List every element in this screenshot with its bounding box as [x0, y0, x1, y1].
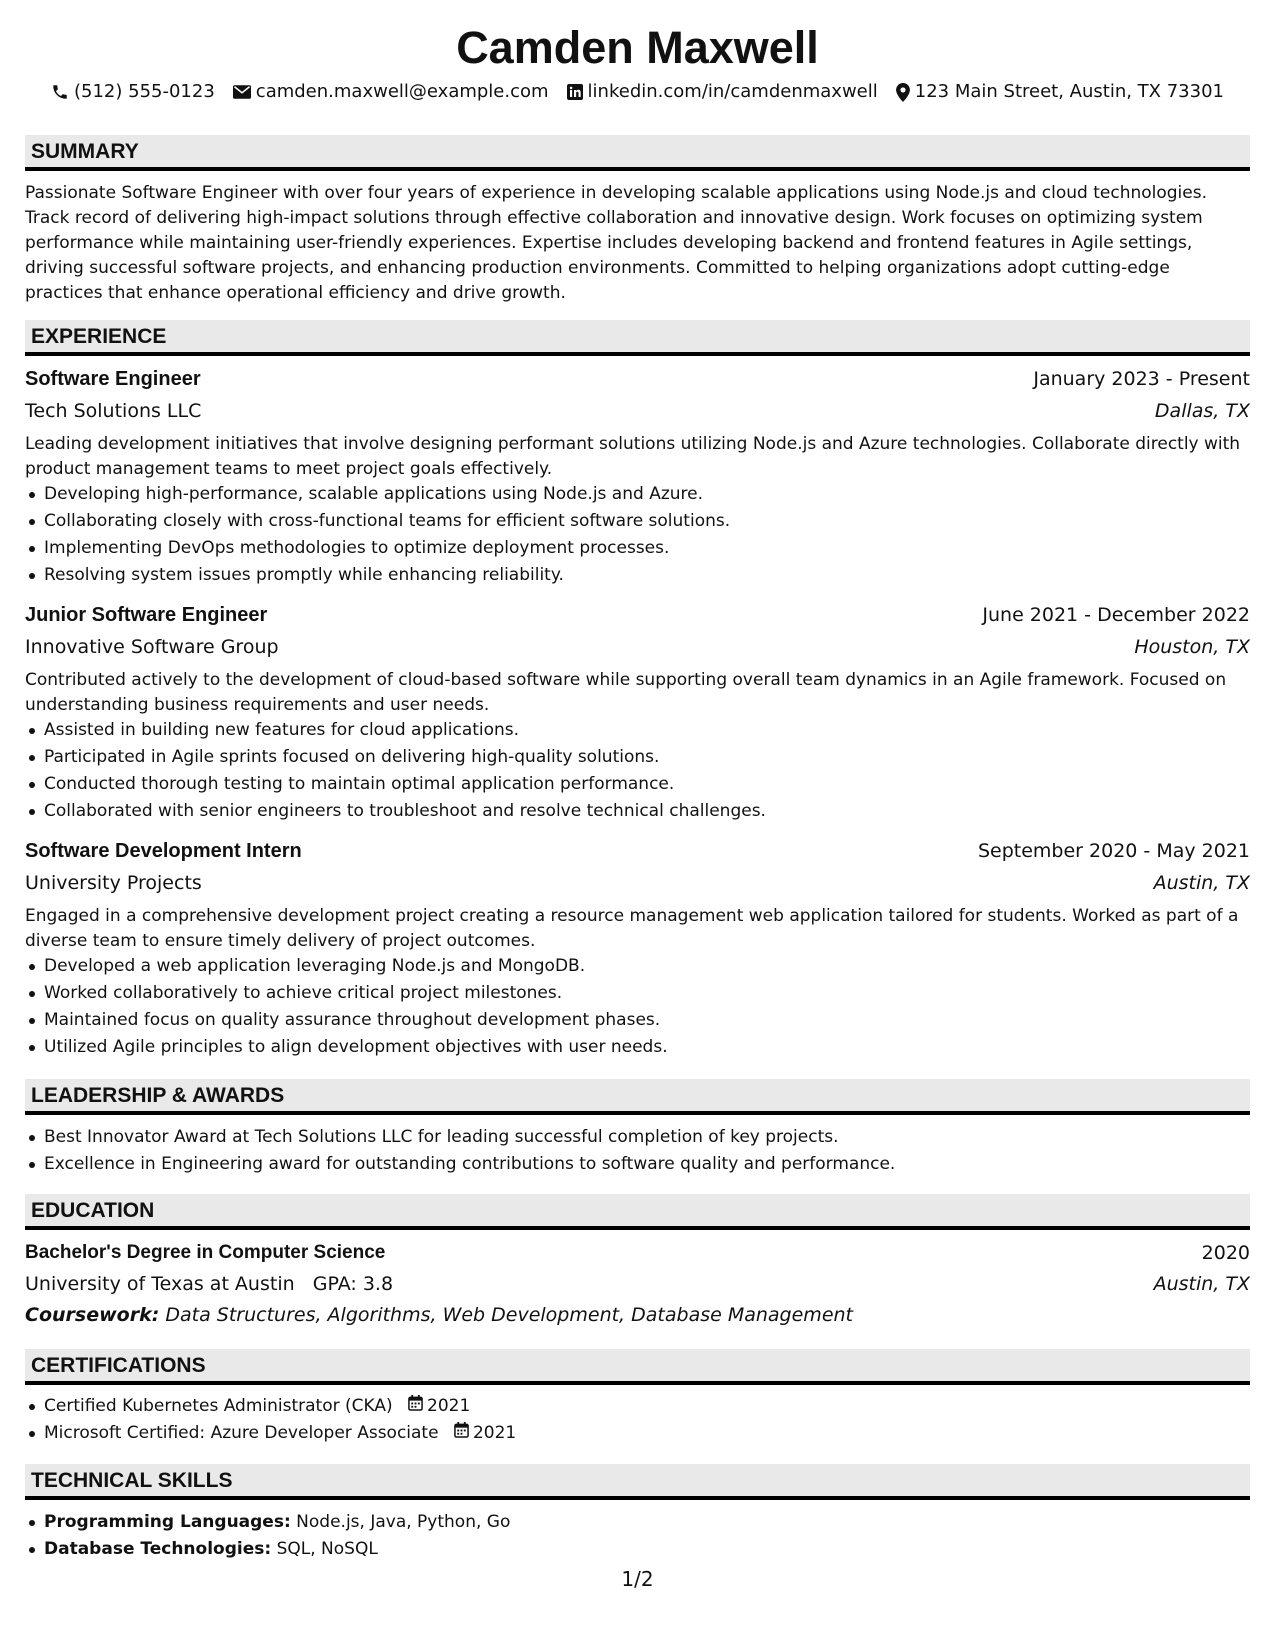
cert-date — [454, 1420, 516, 1447]
coursework-line — [25, 1302, 853, 1328]
cert-name: Certified Kubernetes Administrator (CKA) — [44, 1396, 393, 1416]
list-item: Participated in Agile sprints focused on delivering high-quality solutions. — [25, 744, 1250, 771]
awards-list — [25, 1124, 1250, 1178]
address-text: 123 Main Street, Austin, TX 73301 — [914, 81, 1224, 102]
list-item: Developed a web application leveraging Node.js and MongoDB. — [25, 953, 1250, 980]
job-company: Tech Solutions LLC — [25, 400, 202, 422]
contact-phone — [51, 78, 215, 106]
job-company: Innovative Software Group — [25, 636, 279, 658]
job-title: Junior Software Engineer — [25, 604, 268, 626]
job-location: Dallas, TX — [1154, 400, 1250, 422]
contact-linkedin[interactable] — [567, 78, 878, 106]
summary-text: Passionate Software Engineer with over four years of experience in developing scalable applications using Node.js and cloud technologies. Track record of delivering high-impact solutions through effective collaboration and innovative design. Work focuses on optimizing system performance while maintaining user-friendly experiences. Expertise includes developing backend and frontend features in Agile settings, driving successful software projects, and enhancing production environments. Committed to helping organizations adopt cutting-edge practices that enhance operational efficiency and drive growth. — [25, 183, 1207, 303]
calendar-icon — [454, 1420, 469, 1447]
graduation-year: 2020 — [1201, 1242, 1250, 1264]
list-item — [25, 1536, 1250, 1563]
job-bullets — [25, 717, 1250, 825]
job-company: University Projects — [25, 872, 202, 894]
school-line — [25, 1271, 393, 1297]
job-dates: June 2021 - December 2022 — [982, 604, 1250, 626]
skill-label: Programming Languages: — [44, 1512, 291, 1532]
email-text: camden.maxwell@example.com — [255, 81, 549, 102]
list-item: Developing high-performance, scalable applications using Node.js and Azure. — [25, 481, 1250, 508]
degree-title: Bachelor's Degree in Computer Science — [25, 1242, 386, 1263]
list-item: Worked collaboratively to achieve critical project milestones. — [25, 980, 1250, 1007]
list-item: Conducted thorough testing to maintain optimal application performance. — [25, 771, 1250, 798]
list-item: Utilized Agile principles to align development objectives with user needs. — [25, 1034, 1250, 1061]
coursework-text: Data Structures, Algorithms, Web Development, Database Management — [165, 1304, 853, 1326]
skill-label: Database Technologies: — [44, 1539, 272, 1559]
linkedin-icon — [567, 84, 583, 100]
job-dates: September 2020 - May 2021 — [977, 840, 1250, 862]
job-description: Contributed actively to the development of cloud-based software while supporting overall team dynamics in an Agile framework. Focused on understanding business requirements and user needs. — [25, 670, 1227, 715]
envelope-icon — [233, 85, 251, 99]
certifications-list — [25, 1393, 1250, 1447]
job-location: Houston, TX — [1134, 636, 1250, 658]
candidate-name: Camden Maxwell — [456, 22, 819, 73]
job-description: Engaged in a comprehensive development project creating a resource management web application tailored for students. Worked as part of a diverse team to ensure timely delivery of project outcomes. — [25, 906, 1239, 951]
job-title: Software Development Intern — [25, 840, 302, 862]
cert-year: 2021 — [427, 1396, 471, 1416]
skills-list — [25, 1509, 1250, 1563]
contact-email[interactable] — [233, 78, 549, 106]
job-bullets — [25, 953, 1250, 1061]
list-item: Maintained focus on quality assurance throughout development phases. — [25, 1007, 1250, 1034]
skills-heading: TECHNICAL SKILLS — [25, 1464, 1250, 1500]
list-item: Collaborated with senior engineers to troubleshoot and resolve technical challenges. — [25, 798, 1250, 825]
list-item: Excellence in Engineering award for outstanding contributions to software quality and performance. — [25, 1151, 1250, 1178]
job-description: Leading development initiatives that involve designing performant solutions utilizing Node.js and Azure technologies. Collaborate directly with product management teams to meet project goals effectively. — [25, 434, 1241, 479]
experience-heading: EXPERIENCE — [25, 320, 1250, 356]
leadership-heading: LEADERSHIP & AWARDS — [25, 1079, 1250, 1115]
job-title: Software Engineer — [25, 368, 201, 390]
list-item — [25, 1393, 1250, 1420]
cert-name: Microsoft Certified: Azure Developer Associate — [44, 1423, 439, 1443]
phone-text: (512) 555-0123 — [74, 81, 215, 102]
linkedin-text: linkedin.com/in/camdenmaxwell — [587, 81, 878, 102]
cert-date — [408, 1393, 470, 1420]
page-number: 1/2 — [621, 1567, 654, 1591]
school-name: University of Texas at Austin — [25, 1273, 295, 1295]
job-location: Austin, TX — [1153, 872, 1250, 894]
coursework-label: Coursework: — [25, 1304, 160, 1326]
job-dates: January 2023 - Present — [1033, 368, 1250, 390]
skill-value: SQL, NoSQL — [276, 1539, 378, 1559]
contact-address — [896, 78, 1224, 106]
list-item: Collaborating closely with cross-functional teams for efficient software solutions. — [25, 508, 1250, 535]
calendar-icon — [408, 1393, 423, 1420]
cert-year: 2021 — [472, 1423, 517, 1443]
contact-bar — [0, 78, 1275, 106]
certifications-heading: CERTIFICATIONS — [25, 1349, 1250, 1385]
list-item: Resolving system issues promptly while enhancing reliability. — [25, 562, 1250, 589]
list-item: Implementing DevOps methodologies to optimize deployment processes. — [25, 535, 1250, 562]
list-item — [25, 1420, 1250, 1447]
list-item — [25, 1509, 1250, 1536]
map-pin-icon — [896, 83, 910, 102]
summary-heading: SUMMARY — [25, 135, 1250, 171]
list-item: Best Innovator Award at Tech Solutions LLC for leading successful completion of key projects. — [25, 1124, 1250, 1151]
list-item: Assisted in building new features for cloud applications. — [25, 717, 1250, 744]
job-bullets — [25, 481, 1250, 589]
skill-value: Node.js, Java, Python, Go — [296, 1512, 511, 1532]
school-location: Austin, TX — [1153, 1273, 1250, 1295]
education-heading: EDUCATION — [25, 1194, 1250, 1230]
phone-icon — [51, 83, 69, 101]
gpa: GPA: 3.8 — [312, 1273, 394, 1295]
